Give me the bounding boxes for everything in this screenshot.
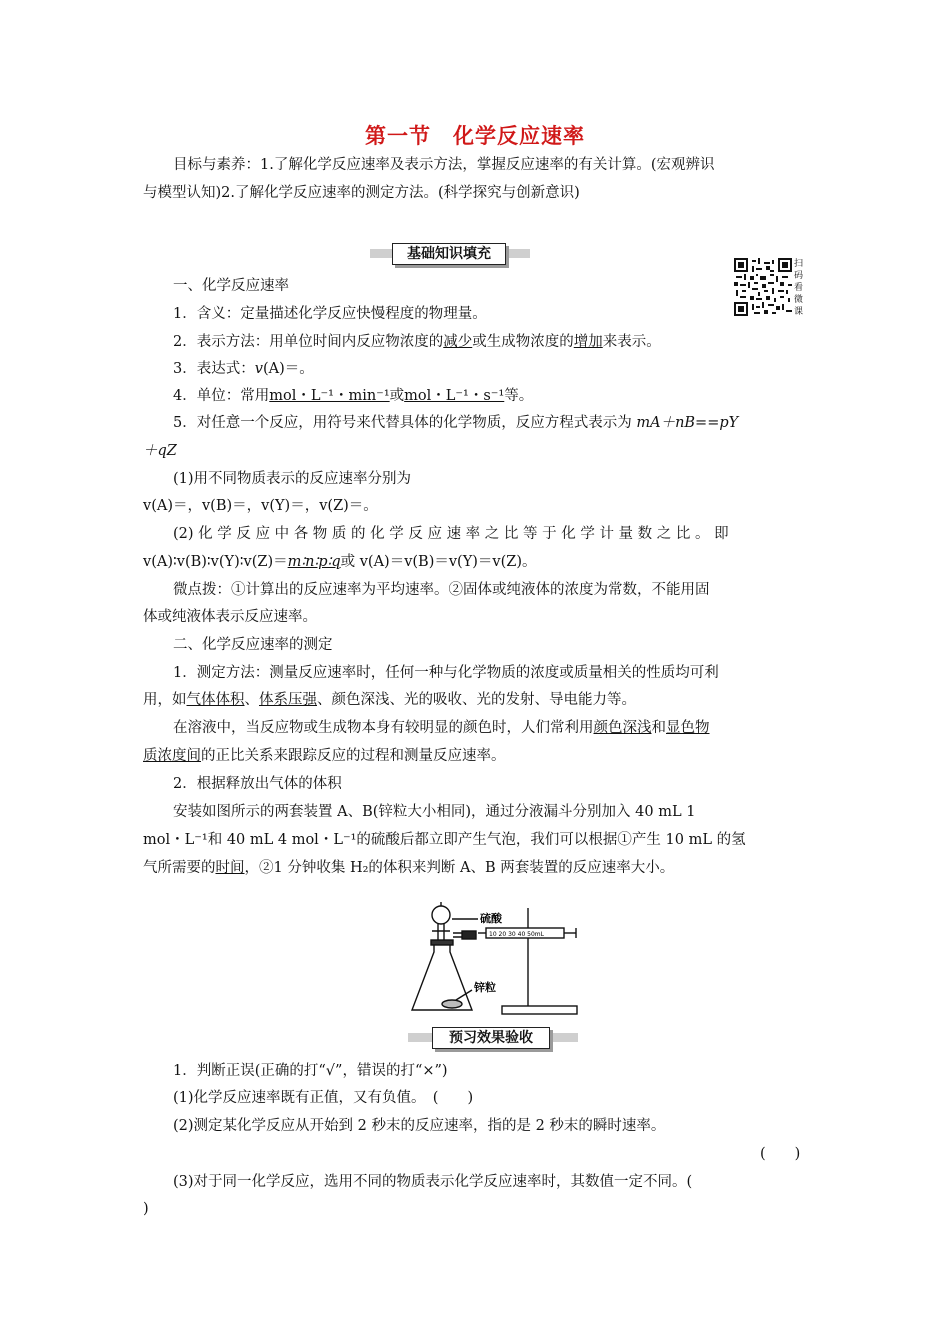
equation: mA＋nB==pY: [636, 415, 739, 431]
section2-heading: 二、化学反应速率的测定: [173, 637, 333, 653]
text: v(A)∶v(B)∶v(Y)∶v(Z)＝: [143, 554, 288, 570]
answer-underlined: m∶n∶p∶q: [287, 554, 341, 570]
banner-label: 基础知识填充: [392, 243, 506, 265]
answer-underlined: 颜色深浅: [593, 720, 652, 736]
s1-item5-line2: ＋qZ: [143, 443, 177, 459]
quiz-item-2-answer-paren[interactable]: ( ): [760, 1146, 801, 1162]
text: 、: [244, 692, 259, 708]
s2-m2-line2: mol・L⁻¹和 40 mL 4 mol・L⁻¹的硫酸后都立即产生气泡，我们可以根据①产生 10 mL 的氢: [143, 832, 746, 848]
quiz-item-3-end: ): [143, 1201, 149, 1217]
s2-p2-line1: [173, 718, 710, 738]
answer-underlined: 增加: [573, 334, 603, 350]
qr-caption-char: 扫: [794, 259, 804, 269]
symbol-v: v: [254, 361, 263, 377]
s2-m2-line1: 安装如图所示的两套装置 A、B(锌粒大小相同)，通过分液漏斗分别加入 40 mL 1: [173, 804, 696, 820]
s1-item5-line1: [173, 413, 738, 433]
gas-apparatus-figure: [400, 898, 590, 1018]
qr-caption-char: 课: [794, 307, 804, 317]
quiz-item-2: (2)测定某化学反应从开始到 2 秒末的反应速率，指的是 2 秒末的瞬时速率。: [173, 1118, 666, 1134]
text: 4．单位：常用: [173, 388, 270, 404]
goals-line-1: 目标与素养：1.了解化学反应速率及表示方法，掌握反应速率的有关计算。(宏观辨识: [173, 157, 715, 173]
answer-underlined: mol・L⁻¹・min⁻¹: [269, 388, 390, 404]
qr-caption-char: 码: [794, 271, 804, 281]
answer-underlined: 质浓度间: [143, 748, 201, 764]
s1-item2: [173, 332, 661, 352]
s2-m1-line2: [143, 690, 636, 710]
page-title: 第一节 化学反应速率: [365, 124, 585, 148]
text: 2．表示方法：用单位时间内反应物浓度的: [173, 334, 444, 350]
quiz-item-1: (1)化学反应速率既有正值，又有负值。 ( ): [173, 1090, 474, 1106]
qr-caption: [794, 258, 808, 318]
s1-item3: [173, 359, 314, 379]
quiz-q1: 1．判断正误(正确的打“√”，错误的打“×”): [173, 1063, 448, 1079]
syringe-scale: 10 20 30 40 50mL: [489, 931, 544, 938]
s1-sub2-line1: (2) 化 学 反 应 中 各 物 质 的 化 学 反 应 速 率 之 比 等 于 化 学 计 量 数 之 比 。 即: [173, 526, 729, 542]
s1-item1: 1．含义：定量描述化学反应快慢程度的物理量。: [173, 306, 487, 322]
qr-caption-char: 微: [794, 295, 804, 305]
s2-p2-line2: [143, 746, 506, 766]
answer-underlined: mol・L⁻¹・s⁻¹: [404, 388, 505, 404]
text: 或: [389, 388, 405, 404]
goals-line-2: 与模型认知)2.了解化学反应速率的测定方法。(科学探究与创新意识): [143, 185, 580, 201]
s2-m1-line1: 1．测定方法：测量反应速率时，任何一种与化学物质的浓度或质量相关的性质均可利: [173, 665, 719, 681]
text: (A)＝。: [262, 361, 314, 377]
text: 的正比关系来跟踪反应的过程和测量反应速率。: [201, 748, 506, 764]
label-zinc: 锌粒: [474, 981, 496, 994]
s1-tip-line1: 微点拨：①计算出的反应速率为平均速率。②固体或纯液体的浓度为常数，不能用固: [173, 582, 710, 598]
section-banner-preview: [408, 1027, 578, 1049]
text: 、颜色深浅、光的吸收、光的发射、导电能力等。: [317, 692, 636, 708]
banner-label: 预习效果验收: [432, 1027, 550, 1049]
quiz-item-3: (3)对于同一化学反应，选用不同的物质表示化学反应速率时，其数值一定不同。(: [173, 1174, 693, 1190]
qr-code-icon[interactable]: [734, 258, 792, 316]
text: 或 v(A)＝v(B)＝v(Y)＝v(Z)。: [340, 554, 537, 570]
s1-sub2-line2: [143, 552, 537, 572]
section-banner-basic: [370, 243, 530, 265]
s1-item4: [173, 386, 533, 406]
answer-underlined: 显色物: [666, 720, 710, 736]
text: 用，如: [143, 692, 187, 708]
s2-m2-line3: [143, 858, 674, 878]
answer-underlined: 体系压强: [259, 692, 317, 708]
text: 5．对任意一个反应，用符号来代替具体的化学物质，反应方程式表示为: [173, 415, 637, 431]
s1-sub1-eq: v(A)＝，v(B)＝，v(Y)＝，v(Z)＝。: [143, 498, 378, 514]
text: ，②1 分钟收集 H₂的体积来判断 A、B 两套装置的反应速率大小。: [244, 860, 675, 876]
qr-caption-char: 看: [794, 283, 804, 293]
answer-underlined: 时间: [215, 860, 245, 876]
s1-tip-line2: 体或纯液体表示反应速率。: [143, 609, 317, 625]
text: 3．表达式：: [173, 361, 255, 377]
label-sulfuric-acid: 硫酸: [480, 912, 502, 925]
text: 来表示。: [602, 334, 661, 350]
s2-m2: 2．根据释放出气体的体积: [173, 776, 342, 792]
answer-underlined: 气体体积: [186, 692, 245, 708]
text: 等。: [504, 388, 534, 404]
text: 在溶液中，当反应物或生成物本身有较明显的颜色时，人们常利用: [173, 720, 594, 736]
text: 或生成物浓度的: [472, 334, 574, 350]
s1-sub1: (1)用不同物质表示的反应速率分别为: [173, 471, 412, 487]
answer-underlined: 减少: [443, 334, 473, 350]
section1-heading: 一、化学反应速率: [173, 278, 289, 294]
text: 气所需要的: [143, 860, 216, 876]
text: 和: [651, 720, 666, 736]
